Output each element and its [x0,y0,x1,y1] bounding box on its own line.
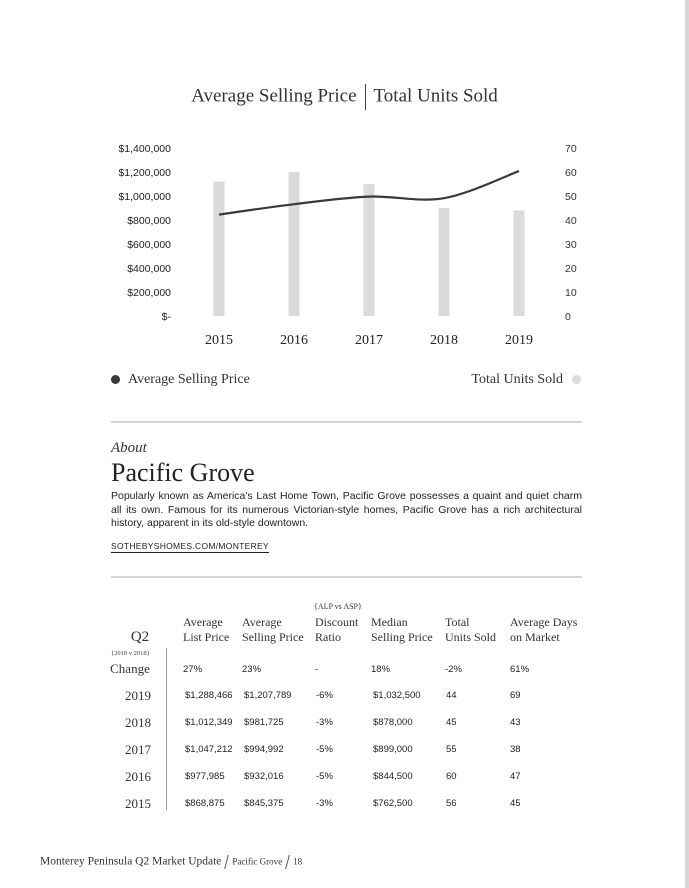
left-axis-tick-label: $400,000 [127,263,171,275]
change-cell: 61% [510,664,530,675]
table-cell: 45 [446,717,457,728]
chart-title [0,84,689,110]
change-label: Change [110,661,150,676]
footer-section: Pacific Grove [232,856,283,867]
left-axis-tick-label: $1,200,000 [118,167,171,179]
table-cell: -3% [316,798,333,809]
table-cell: $878,000 [373,717,413,728]
table-cell: $1,012,349 [185,717,233,728]
table-cell: $977,985 [185,771,225,782]
header-median-selling-price: Median Selling Price [371,615,433,644]
change-cell: 27% [183,664,203,675]
table-cell: $868,875 [185,798,225,809]
chart-title-left: Average Selling Price [191,85,357,107]
left-axis-tick-label: $200,000 [127,287,171,299]
row-year-2017: 2017 [125,742,151,757]
divider-bottom [111,576,582,578]
right-axis-tick-label: 50 [565,191,577,203]
table-cell: 55 [446,744,457,755]
divider-top [111,421,582,423]
table-cell: $994,992 [244,744,284,755]
about-website-link[interactable]: SOTHEBYSHOMES.COM/MONTEREY [111,541,269,551]
row-year-2018: 2018 [125,715,151,730]
x-axis-label-2015: 2015 [205,333,233,348]
footer-publication: Monterey Peninsula Q2 Market Update [40,855,222,868]
chart-title-divider [365,84,366,110]
combo-chart [0,130,689,360]
units-bar-2017 [364,184,375,316]
table-cell: 43 [510,717,521,728]
header-total-units-sold: Total Units Sold [445,615,497,644]
about-label: About [111,440,147,456]
change-cell: 23% [242,664,262,675]
legend-bar-marker [572,375,581,384]
chart-title-right: Total Units Sold [373,85,498,107]
table-cell: $762,500 [373,798,413,809]
legend-line-marker [111,375,120,384]
table-cell: $932,016 [244,771,284,782]
left-axis-tick-label: $600,000 [127,239,171,251]
header-avg-days-on-market: Average Days on Market [510,615,578,644]
table-cell: 44 [446,690,457,701]
footer-page-number: 18 [293,856,303,867]
legend-left-label: Average Selling Price [128,372,250,387]
table-cell: -5% [316,771,333,782]
left-axis-tick-label: $800,000 [127,215,171,227]
right-axis-tick-label: 70 [565,143,577,155]
legend-right-label: Total Units Sold [471,372,563,387]
footer-slash-2 [285,855,290,869]
table-cell: 69 [510,690,521,701]
change-note: {2019 v 2018} [111,650,150,657]
left-axis-tick-label: $1,000,000 [118,191,171,203]
header-discount-ratio: Discount Ratio [315,615,359,644]
row-year-2019: 2019 [125,688,151,703]
change-cell: 18% [371,664,391,675]
units-bar-2019 [514,210,525,316]
change-cell: - [315,664,319,675]
table-cell: $845,375 [244,798,284,809]
table-cell: $1,207,789 [244,690,292,701]
table-cell: 56 [446,798,457,809]
about-description: Popularly known as America's Last Home Town, Pacific Grove possesses a quaint and quiet charm all its own. Famous for its numerous Victorian-style homes, Pacific Grove has a rich architectural history, apparent in its old-style downtown. [111,490,582,529]
table-cell: 60 [446,771,457,782]
right-axis-tick-label: 0 [565,311,571,323]
table-cell: $844,500 [373,771,413,782]
header-avg-list-price: Average List Price [183,615,230,644]
legend-right [471,372,581,388]
table-cell: $981,725 [244,717,284,728]
table-cell: 45 [510,798,521,809]
x-axis-label-2017: 2017 [355,333,383,348]
right-axis-tick-label: 30 [565,239,577,251]
header-avg-selling-price: Average Selling Price [242,615,304,644]
table-cell: $1,288,466 [185,690,233,701]
table-cell: $899,000 [373,744,413,755]
units-bar-2018 [439,208,450,316]
left-axis-tick-label: $- [161,311,171,323]
footer-slash-1 [225,855,230,869]
table-cell: 38 [510,744,521,755]
right-axis-tick-label: 60 [565,167,577,179]
row-year-2016: 2016 [125,769,151,784]
legend-left [111,372,250,388]
x-axis-label-2018: 2018 [430,333,458,348]
change-cell: -2% [445,664,462,675]
table-cell: -3% [316,717,333,728]
table-cell: -6% [316,690,333,701]
discount-note: {ALP vs ASP} [314,602,362,611]
units-bar-2016 [289,172,300,316]
table-cell: $1,047,212 [185,744,233,755]
table-cell: 47 [510,771,521,782]
q2-label: Q2 [130,629,150,645]
x-axis-label-2019: 2019 [505,333,533,348]
footer [40,855,302,869]
right-axis-tick-label: 10 [565,287,577,299]
row-year-2015: 2015 [125,796,151,811]
left-axis-tick-label: $1,400,000 [118,143,171,155]
table-cell: $1,032,500 [373,690,421,701]
units-bar-2015 [214,182,225,316]
right-axis-tick-label: 20 [565,263,577,275]
table-cell: -5% [316,744,333,755]
x-axis-label-2016: 2016 [280,333,308,348]
right-axis-tick-label: 40 [565,215,577,227]
about-title: Pacific Grove [111,458,255,487]
